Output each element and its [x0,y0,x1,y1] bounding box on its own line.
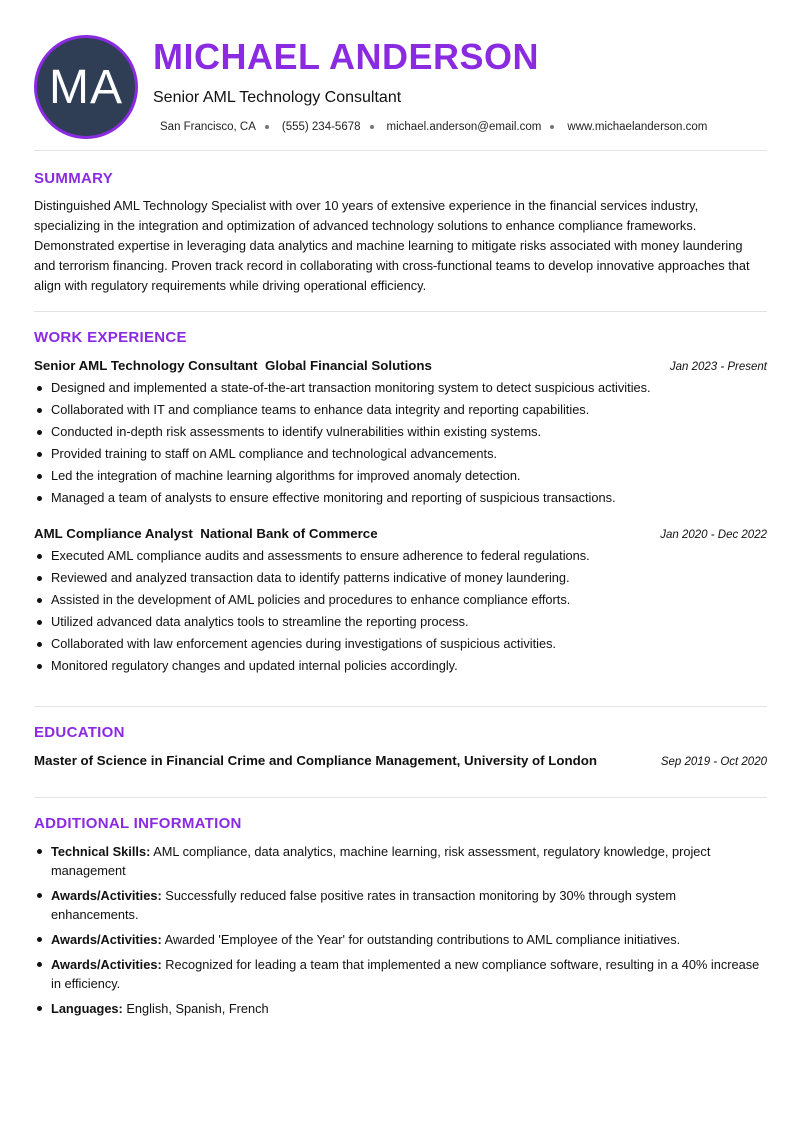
separator-dot [550,125,554,129]
summary-heading: SUMMARY [34,170,114,187]
avatar-initials: MA [49,60,123,114]
job-dates: Jan 2020 - Dec 2022 [660,529,767,541]
list-item: Monitored regulatory changes and updated internal policies accordingly. [34,655,767,677]
contact-website[interactable]: www.michaelanderson.com [567,121,708,133]
avatar [34,35,138,139]
info-label: Languages: [51,1001,123,1016]
info-text: Successfully reduced false positive rates in transaction monitoring by 30% through system enhancements. [51,888,676,922]
list-item [34,955,767,993]
list-item [34,842,767,880]
education-dates: Sep 2019 - Oct 2020 [660,756,767,768]
education-entry [34,753,767,768]
job-dates: Jan 2023 - Present [669,361,767,373]
job-header [34,358,767,373]
candidate-name: MICHAEL ANDERSON [153,36,540,77]
job-role-company [34,358,432,373]
education-degree: Master of Science in Financial Crime and Compliance Management, University of London [34,753,598,768]
contact-email[interactable]: michael.anderson@email.com [386,121,542,133]
list-item: Executed AML compliance audits and assessments to ensure adherence to federal regulations. [34,545,767,567]
contact-line [160,121,707,133]
job-role: AML Compliance Analyst [34,526,193,541]
section-divider [34,150,767,151]
info-text: Awarded 'Employee of the Year' for outstanding contributions to AML compliance initiatives. [164,932,681,947]
list-item [34,930,767,949]
list-item: Managed a team of analysts to ensure effective monitoring and reporting of suspicious transactions. [34,487,767,509]
info-label: Awards/Activities: [51,932,162,947]
job-role: Senior AML Technology Consultant [34,358,258,373]
job-bullets [34,377,767,509]
list-item: Led the integration of machine learning algorithms for improved anomaly detection. [34,465,767,487]
job-entry [34,358,767,509]
list-item: Conducted in-depth risk assessments to identify vulnerabilities within existing systems. [34,421,767,443]
section-divider [34,797,767,798]
education-heading: EDUCATION [34,724,125,741]
additional-heading: ADDITIONAL INFORMATION [34,815,242,832]
job-role-company [34,526,378,541]
info-text: English, Spanish, French [126,1001,269,1016]
job-company: National Bank of Commerce [200,526,378,541]
list-item [34,886,767,924]
info-text: AML compliance, data analytics, machine learning, risk assessment, regulatory knowledge, project management [51,844,711,878]
info-label: Technical Skills: [51,844,151,859]
contact-phone: (555) 234-5678 [281,121,361,133]
list-item: Utilized advanced data analytics tools to streamline the reporting process. [34,611,767,633]
additional-list [34,842,767,1024]
list-item: Collaborated with IT and compliance teams to enhance data integrity and reporting capabilities. [34,399,767,421]
list-item: Provided training to staff on AML compliance and technological advancements. [34,443,767,465]
list-item: Reviewed and analyzed transaction data to identify patterns indicative of money laundering. [34,567,767,589]
candidate-title: Senior AML Technology Consultant [153,89,402,106]
job-header [34,526,767,541]
section-divider [34,706,767,707]
experience-heading: WORK EXPERIENCE [34,329,187,346]
job-bullets [34,545,767,677]
separator-dot [370,125,374,129]
summary-text: Distinguished AML Technology Specialist with over 10 years of extensive experience in the financial services industry, specializing in the integration and optimization of advanced technology solutions to enhance compliance frameworks. Demonstrated expertise in leveraging data analytics and machine learning to mitigate risks associated with money laundering and terrorism financing. Proven track record in collaborating with cross-functional teams to develop innovative approaches that align with regulatory requirements while driving operational efficiency. [34,198,750,293]
info-text: Recognized for leading a team that implemented a new compliance software, resulting in a 40% increase in efficiency. [51,957,760,991]
list-item: Assisted in the development of AML policies and procedures to enhance compliance efforts. [34,589,767,611]
info-label: Awards/Activities: [51,888,162,903]
section-divider [34,311,767,312]
list-item: Collaborated with law enforcement agencies during investigations of suspicious activities. [34,633,767,655]
job-company: Global Financial Solutions [264,358,432,373]
info-label: Awards/Activities: [51,957,162,972]
list-item: Designed and implemented a state-of-the-art transaction monitoring system to detect suspicious activities. [34,377,767,399]
job-entry [34,526,767,677]
contact-location: San Francisco, CA [160,121,256,133]
list-item [34,999,767,1018]
separator-dot [265,125,269,129]
